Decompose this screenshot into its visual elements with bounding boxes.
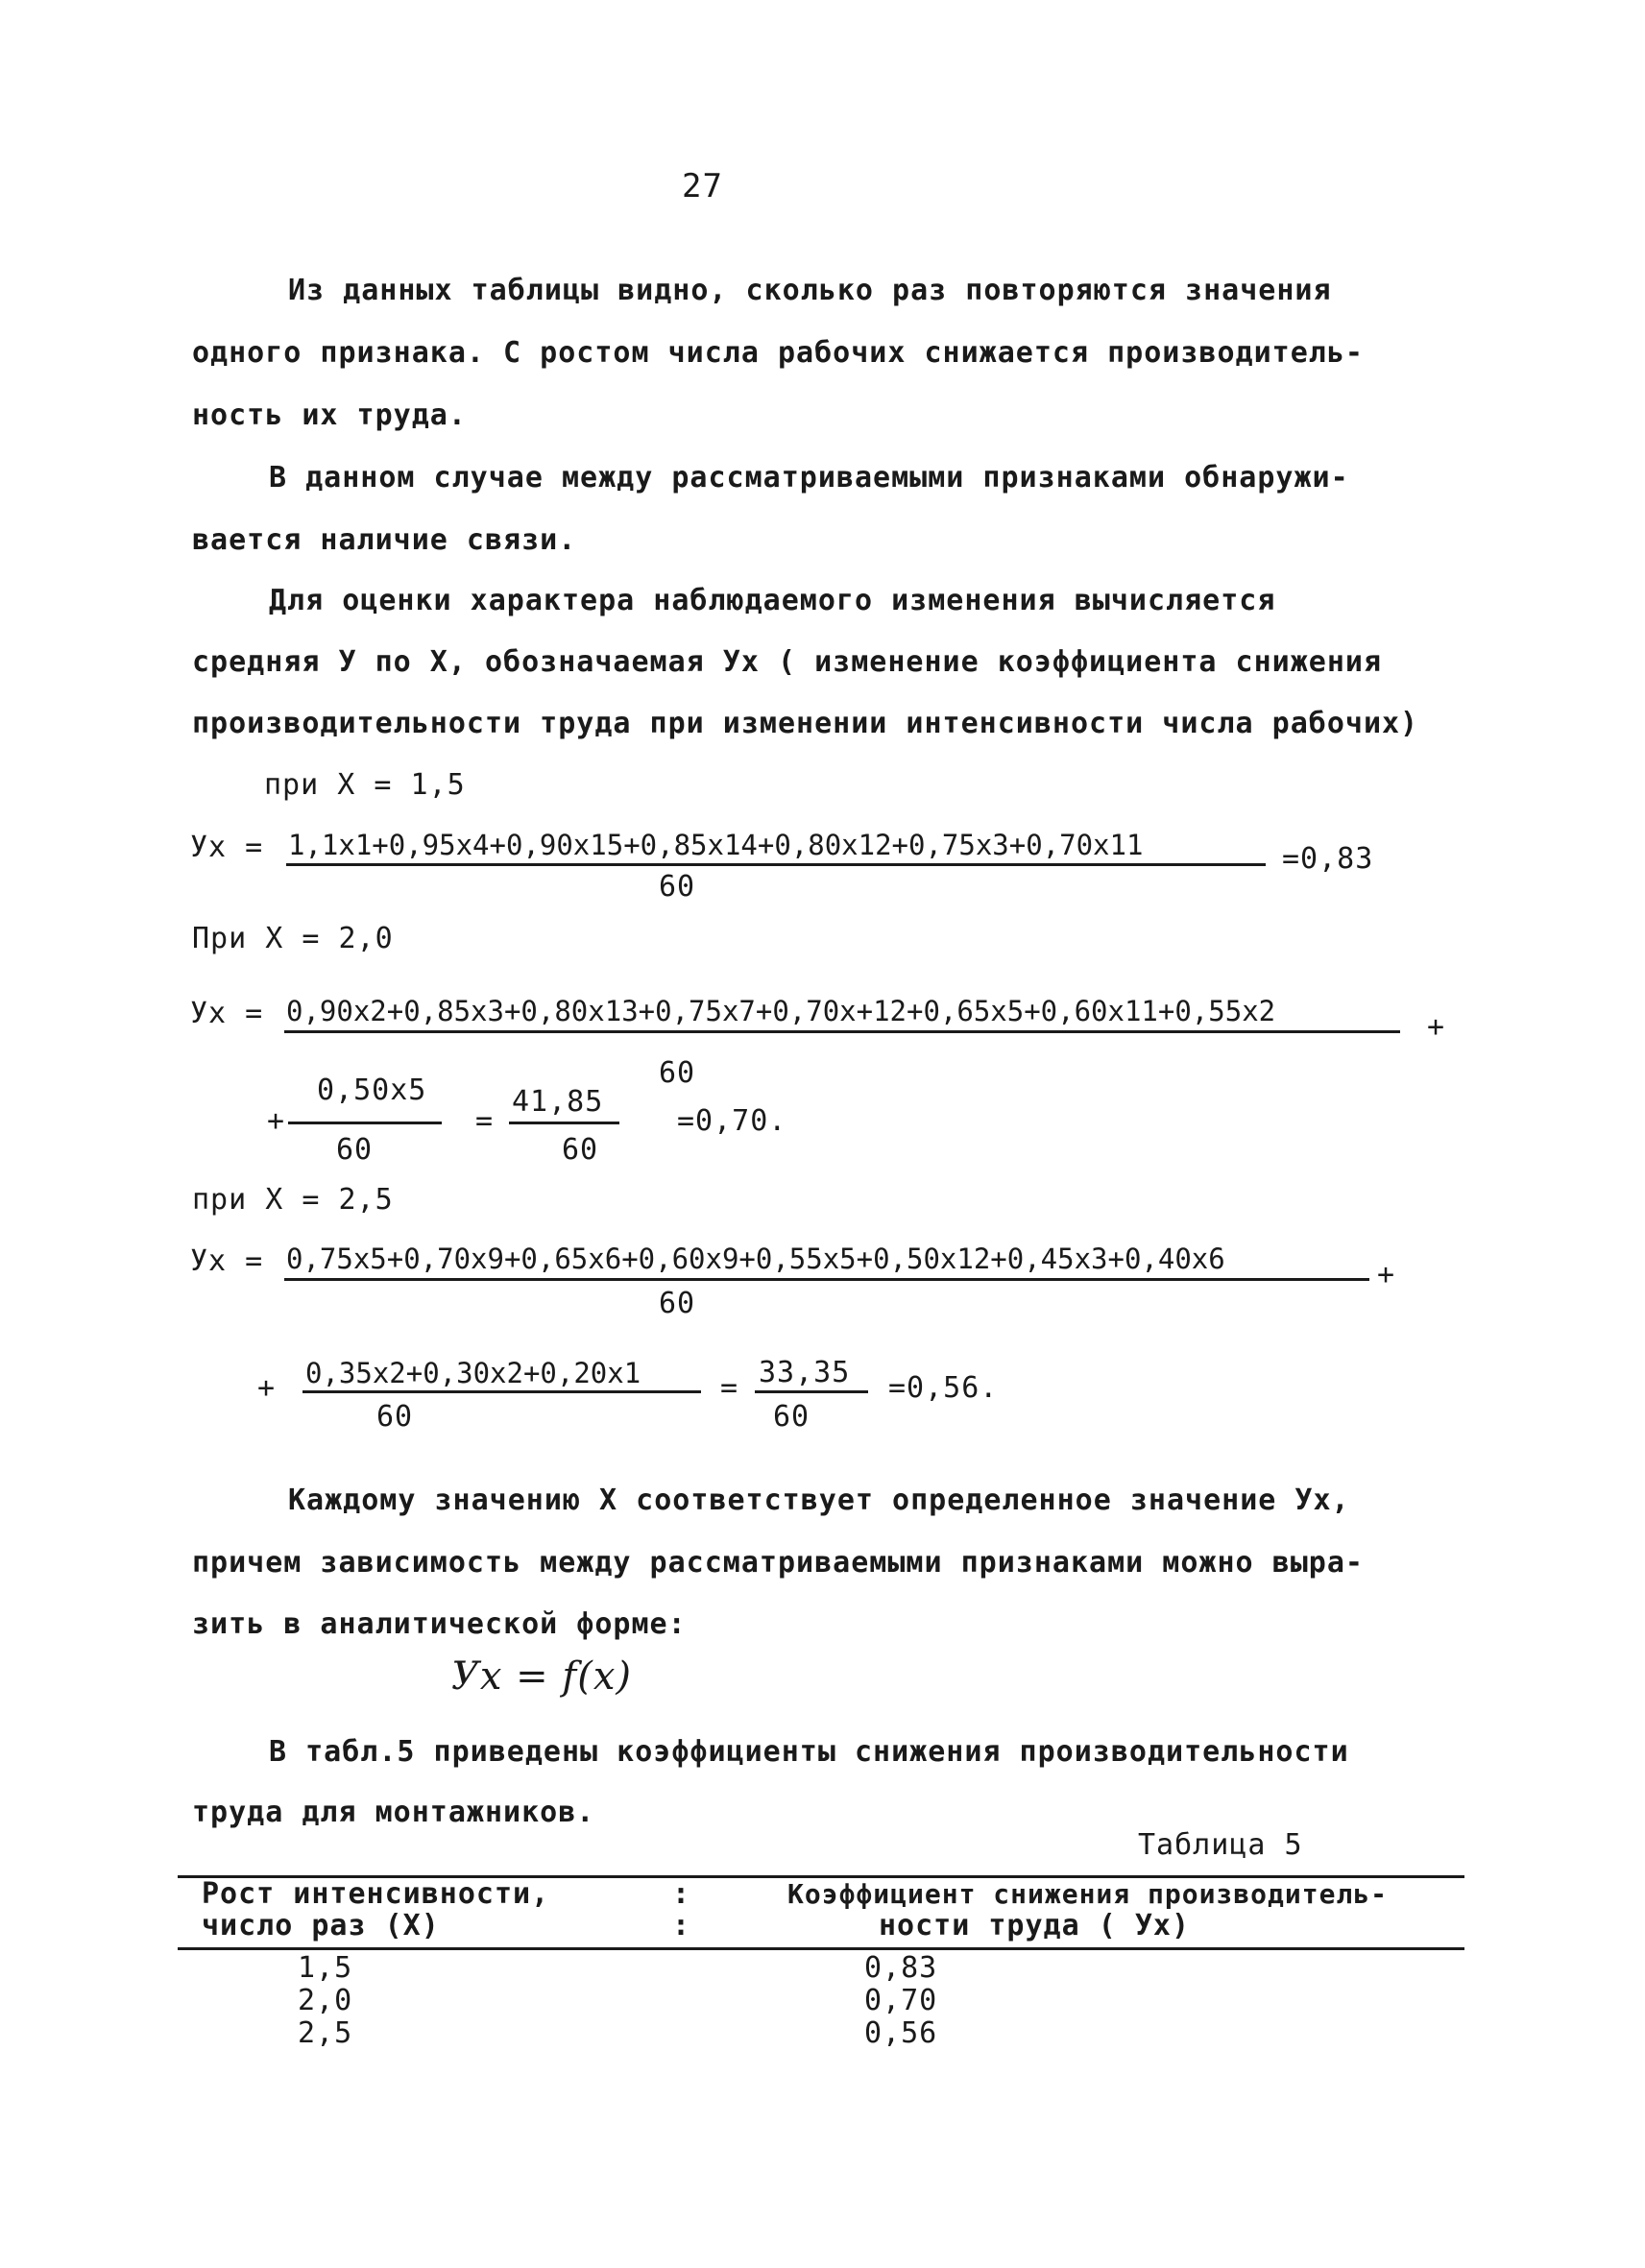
calc-3-cont-denominator: 60 bbox=[376, 1400, 414, 1434]
table-header-col1-line1: Рост интенсивности, bbox=[202, 1877, 550, 1911]
table-cell-x: 1,5 bbox=[298, 1951, 353, 1985]
calc-2-cont-fraction-bar bbox=[288, 1122, 442, 1124]
calc-1-numerator: 1,1х1+0,95х4+0,90х15+0,85х14+0,80х12+0,75х3+0,70х11 bbox=[288, 829, 1144, 861]
paragraph-4-line-3: зить в аналитической форме: bbox=[192, 1607, 687, 1641]
paragraph-4-line-1: Каждому значению Х соответствует определенное значение Ух, bbox=[288, 1484, 1350, 1517]
paragraph-3-line-1: Для оценки характера наблюдаемого изменения вычисляется bbox=[269, 584, 1276, 617]
paragraph-1-line-2: одного признака. С ростом числа рабочих снижается производитель- bbox=[192, 336, 1364, 370]
calc-3-lhs: Ух = bbox=[190, 1244, 264, 1278]
calc-1-result: =0,83 bbox=[1282, 842, 1374, 876]
paragraph-2-line-2: вается наличие связи. bbox=[192, 523, 577, 557]
calc-2-fraction-bar bbox=[284, 1030, 1400, 1033]
calc-1-lhs: Ух = bbox=[190, 831, 264, 864]
calc-2-cont-plus: + bbox=[267, 1104, 286, 1138]
table-header-col1-line2: число раз (Х) bbox=[202, 1909, 440, 1942]
calc-3-fraction-bar bbox=[284, 1278, 1369, 1281]
table-cell-x: 2,0 bbox=[298, 1984, 353, 2017]
calc-1-fraction-bar bbox=[286, 863, 1266, 866]
calc-3-cont-fraction-bar bbox=[302, 1390, 701, 1393]
calc-3-plus-end: + bbox=[1377, 1258, 1396, 1291]
calc-3-total-numerator: 33,35 bbox=[759, 1356, 851, 1389]
calc-1-condition: при Х = 1,5 bbox=[264, 768, 466, 802]
paragraph-3-line-2: средняя У по Х, обозначаемая Ух ( изменение коэффициента снижения bbox=[192, 645, 1382, 679]
calc-2-cont-numerator: 0,50х5 bbox=[317, 1074, 427, 1107]
calc-2-numerator: 0,90х2+0,85х3+0,80х13+0,75х7+0,70х+12+0,65х5+0,60х11+0,55х2 bbox=[286, 995, 1276, 1027]
calc-2-result: =0,70. bbox=[677, 1104, 787, 1138]
calc-2-total-denominator: 60 bbox=[562, 1133, 599, 1167]
calc-3-result: =0,56. bbox=[888, 1371, 999, 1405]
table-header-separator-1: : bbox=[672, 1877, 691, 1911]
table-cell-y: 0,56 bbox=[864, 2016, 938, 2050]
calc-2-total-numerator: 41,85 bbox=[512, 1085, 604, 1119]
calc-3-total-denominator: 60 bbox=[773, 1400, 810, 1434]
table-header-rule bbox=[178, 1947, 1464, 1950]
table-header-separator-2: : bbox=[672, 1909, 691, 1942]
paragraph-5-line-2: труда для монтажников. bbox=[192, 1796, 595, 1829]
calc-2-total-fraction-bar bbox=[509, 1122, 619, 1124]
calc-2-plus-end: + bbox=[1427, 1010, 1446, 1044]
calc-3-denominator: 60 bbox=[659, 1287, 696, 1320]
calc-3-cont-numerator: 0,35х2+0,30х2+0,20х1 bbox=[305, 1357, 641, 1389]
calc-3-total-fraction-bar bbox=[755, 1390, 868, 1393]
calc-2-denominator: 60 bbox=[659, 1056, 696, 1090]
table-cell-x: 2,5 bbox=[298, 2016, 353, 2050]
calc-3-condition: при Х = 2,5 bbox=[192, 1183, 394, 1217]
analytic-formula: Ух = f(x) bbox=[451, 1654, 632, 1699]
table-caption: Таблица 5 bbox=[1138, 1828, 1303, 1862]
page-number: 27 bbox=[682, 167, 723, 205]
calc-1-denominator: 60 bbox=[659, 870, 696, 904]
table-cell-y: 0,83 bbox=[864, 1951, 938, 1985]
paragraph-1-line-3: ность их труда. bbox=[192, 398, 467, 432]
table-header-col2-line1: Коэффициент снижения производитель- bbox=[787, 1878, 1389, 1910]
calc-3-cont-plus: + bbox=[257, 1371, 277, 1405]
paragraph-4-line-2: причем зависимость между рассматриваемыми признаками можно выра- bbox=[192, 1546, 1364, 1580]
calc-2-equals: = bbox=[475, 1104, 495, 1138]
table-cell-y: 0,70 bbox=[864, 1984, 938, 2017]
calc-2-cont-denominator: 60 bbox=[336, 1133, 374, 1167]
calc-2-condition: При Х = 2,0 bbox=[192, 922, 394, 955]
paragraph-5-line-1: В табл.5 приведены коэффициенты снижения производительности bbox=[269, 1735, 1349, 1769]
paragraph-3-line-3: производительности труда при изменении интенсивности числа рабочих) bbox=[192, 707, 1419, 740]
table-header-col2-line2: ности труда ( Ух) bbox=[879, 1909, 1191, 1942]
paragraph-1-line-1: Из данных таблицы видно, сколько раз повторяются значения bbox=[288, 274, 1332, 307]
calc-3-equals: = bbox=[720, 1371, 739, 1405]
calc-3-numerator: 0,75х5+0,70х9+0,65х6+0,60х9+0,55х5+0,50х12+0,45х3+0,40х6 bbox=[286, 1243, 1225, 1275]
paragraph-2-line-1: В данном случае между рассматриваемыми признаками обнаружи- bbox=[269, 461, 1349, 495]
calc-2-lhs: Ух = bbox=[190, 997, 264, 1030]
